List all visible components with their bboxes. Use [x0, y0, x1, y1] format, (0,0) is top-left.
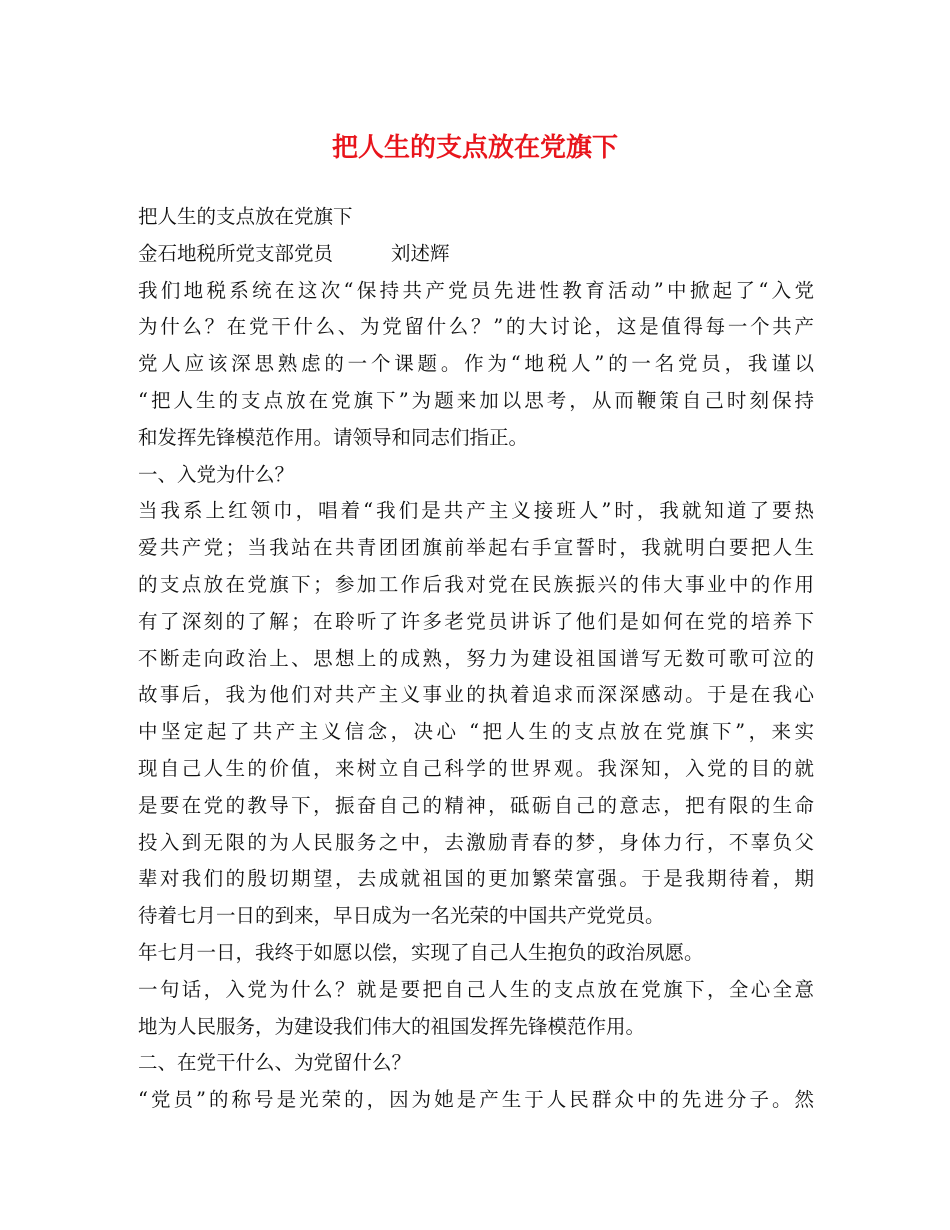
body-line: 爱共产党；当我站在共青团团旗前举起右手宣誓时，我就明白要把人生	[138, 536, 814, 560]
body-lines	[138, 273, 814, 1119]
body-line: 是要在党的教导下，振奋自己的精神，砥砺自己的意志，把有限的生命	[138, 793, 814, 817]
document-title: 把人生的支点放在党旗下	[331, 133, 618, 163]
body-line: 现自己人生的价值，来树立自己科学的世界观。我深知，入党的目的就	[138, 756, 814, 780]
body-line: 不断走向政治上、思想上的成熟，努力为建设祖国谱写无数可歌可泣的	[138, 646, 814, 670]
body-line: 党人应该深思熟虑的一个课题。作为“地税人”的一名党员，我谨以	[138, 352, 814, 376]
document-subtitle: 把人生的支点放在党旗下	[138, 205, 353, 228]
body-line: 当我系上红领巾，唱着“我们是共产主义接班人”时，我就知道了要热	[138, 499, 814, 523]
body-line: 的支点放在党旗下；参加工作后我对党在民族振兴的伟大事业中的作用	[138, 572, 814, 596]
body-line: 故事后，我为他们对共产主义事业的执着追求而深深感动。于是在我心	[138, 683, 814, 707]
body-line: “党员”的称号是光荣的，因为她是产生于人民群众中的先进分子。然	[138, 1088, 814, 1112]
body-line: 为什么？在党干什么、为党留什么？”的大讨论，这是值得每一个共产	[138, 315, 814, 339]
author-line	[138, 236, 814, 273]
document-body	[138, 199, 814, 1119]
body-line: “把人生的支点放在党旗下”为题来加以思考，从而鞭策自己时刻保持	[138, 388, 814, 412]
body-line: 有了深刻的了解；在聆听了许多老党员讲诉了他们是如何在党的培养下	[138, 609, 814, 633]
author-org: 金石地税所党支部党员	[138, 241, 334, 265]
body-line: 一、入党为什么？	[138, 462, 295, 486]
body-line: 中坚定起了共产主义信念，决心 “把人生的支点放在党旗下”，来实	[138, 720, 814, 744]
body-line: 二、在党干什么、为党留什么？	[138, 1051, 412, 1075]
author-name: 刘述辉	[391, 241, 450, 265]
body-line: 辈对我们的殷切期望，去成就祖国的更加繁荣富强。于是我期待着，期	[138, 867, 814, 891]
body-line: 地为人民服务，为建设我们伟大的祖国发挥先锋模范作用。	[138, 1014, 646, 1038]
body-line: 一句话，入党为什么？就是要把自己人生的支点放在党旗下，全心全意	[138, 977, 814, 1001]
body-line: 和发挥先锋模范作用。请领导和同志们指正。	[138, 425, 529, 449]
body-line: 年七月一日，我终于如愿以偿，实现了自己人生抱负的政治夙愿。	[138, 940, 704, 964]
body-line: 投入到无限的为人民服务之中，去激励青春的梦，身体力行，不辜负父	[138, 830, 814, 854]
body-line: 我们地税系统在这次“保持共产党员先进性教育活动”中掀起了“入党	[138, 278, 814, 302]
body-line: 待着七月一日的到来，早日成为一名光荣的中国共产党党员。	[138, 904, 665, 928]
